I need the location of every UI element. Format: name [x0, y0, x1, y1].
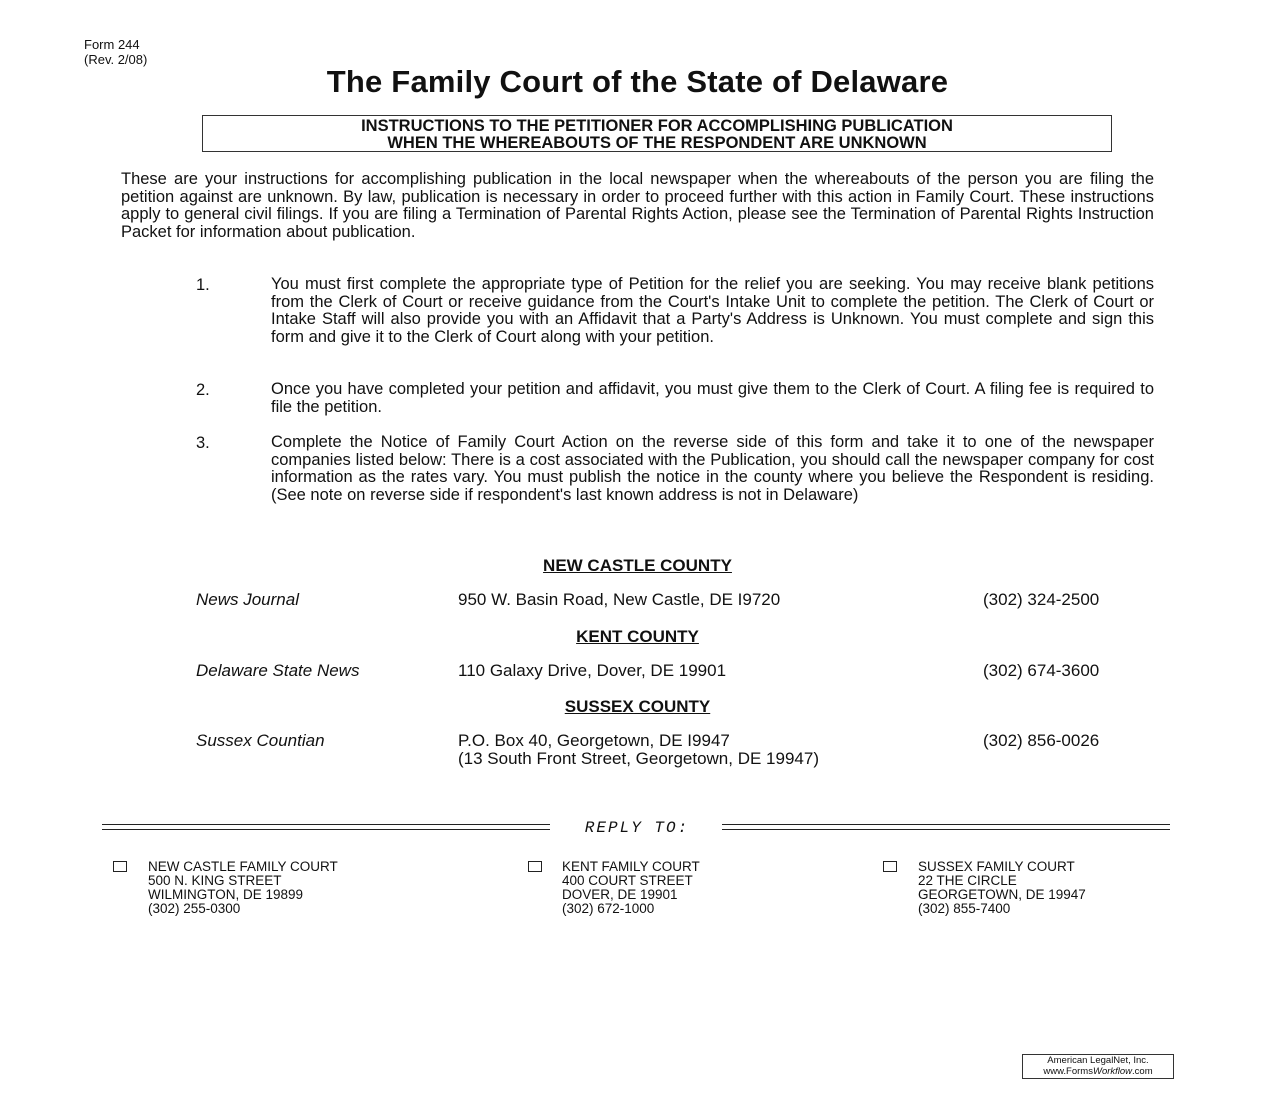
- intro-paragraph: These are your instructions for accomplishing publication in the local newspaper when the whereabouts of the person you are filing the petition against are unknown. By law, publication is necessary in order to proceed further with this action in Family Court. These instructions apply to general civil filings. If you are filing a Termination of Parental Rights Action, please see the Termination of Parental Rights Instruction Packet for information about publication.: [121, 170, 1154, 241]
- page-title: The Family Court of the State of Delaware: [326, 64, 949, 99]
- court-address-kent: [562, 860, 700, 916]
- county-heading-sussex: SUSSEX COUNTY: [564, 697, 711, 716]
- court-phone: (302) 672-1000: [562, 901, 655, 916]
- step-2-number: 2.: [196, 381, 210, 399]
- newspaper-address-line-1: P.O. Box 40, Georgetown, DE I9947: [458, 731, 730, 750]
- newspaper-address: 110 Galaxy Drive, Dover, DE 19901: [458, 661, 727, 680]
- reply-to-label: REPLY TO:: [584, 819, 690, 837]
- publisher-badge: [1022, 1054, 1174, 1079]
- publisher-name: American LegalNet, Inc.: [1047, 1055, 1149, 1066]
- newspaper-address: [458, 732, 819, 768]
- court-city: GEORGETOWN, DE 19947: [918, 887, 1086, 902]
- court-city: WILMINGTON, DE 19899: [148, 887, 304, 902]
- instructions-header-line-2: WHEN THE WHEREABOUTS OF THE RESPONDENT ARE UNKNOWN: [387, 134, 927, 152]
- court-street: 400 COURT STREET: [562, 873, 693, 888]
- court-phone: (302) 255-0300: [148, 901, 241, 916]
- step-3-text: Complete the Notice of Family Court Action on the reverse side of this form and take it to one of the newspaper companies listed below: There is a cost associated with the Publication, you should call the newspaper company for cost information as the rates vary. You must publish the notice in the county where you believe the Respondent is residing. (See note on reverse side if respondent's last known address is not in Delaware): [271, 433, 1154, 504]
- publisher-url-prefix: www.Forms: [1043, 1065, 1093, 1077]
- form-revision: (Rev. 2/08): [84, 52, 148, 67]
- court-address-new-castle: [148, 860, 338, 916]
- step-1-number: 1.: [196, 276, 210, 294]
- step-2-text: Once you have completed your petition and affidavit, you must give them to the Clerk of Court. A filing fee is required to file the petition.: [271, 380, 1154, 416]
- newspaper-name: Delaware State News: [196, 661, 360, 680]
- form-number: Form 244: [84, 37, 140, 52]
- newspaper-address-line-2: (13 South Front Street, Georgetown, DE 19947): [458, 749, 819, 768]
- county-heading-kent: KENT COUNTY: [576, 627, 699, 646]
- publisher-url-italic: Workflow: [1092, 1065, 1133, 1077]
- county-heading-new-castle: NEW CASTLE COUNTY: [543, 556, 732, 575]
- court-name: KENT FAMILY COURT: [562, 859, 700, 874]
- newspaper-phone: (302) 674-3600: [983, 661, 1100, 680]
- newspaper-name: Sussex Countian: [196, 731, 325, 750]
- court-phone: (302) 855-7400: [918, 901, 1011, 916]
- checkbox-kent-court[interactable]: [528, 861, 542, 872]
- divider-left: [102, 824, 550, 830]
- instructions-header-line-1: INSTRUCTIONS TO THE PETITIONER FOR ACCOMPLISHING PUBLICATION: [361, 117, 953, 135]
- court-street: 500 N. KING STREET: [148, 873, 282, 888]
- newspaper-phone: (302) 324-2500: [983, 590, 1100, 609]
- checkbox-new-castle-court[interactable]: [113, 861, 127, 872]
- step-1-text: You must first complete the appropriate type of Petition for the relief you are seeking. You may receive blank petitions from the Clerk of Court or receive guidance from the Court's Intake Unit to complete the petition. The Clerk of Court or Intake Staff will also provide you with an Affidavit that a Party's Address is Unknown. You must complete and sign this form and give it to the Clerk of Court along with your petition.: [271, 275, 1154, 346]
- court-city: DOVER, DE 19901: [562, 887, 678, 902]
- court-name: NEW CASTLE FAMILY COURT: [148, 859, 338, 874]
- publisher-url-suffix: .com: [1132, 1065, 1153, 1077]
- instructions-header-box: [202, 115, 1112, 152]
- court-street: 22 THE CIRCLE: [918, 873, 1017, 888]
- newspaper-phone: (302) 856-0026: [983, 731, 1100, 750]
- step-3-number: 3.: [196, 434, 210, 452]
- newspaper-name: News Journal: [196, 590, 299, 609]
- checkbox-sussex-court[interactable]: [883, 861, 897, 872]
- divider-right: [722, 824, 1170, 830]
- newspaper-address: 950 W. Basin Road, New Castle, DE I9720: [458, 590, 781, 609]
- publisher-url: [1023, 1067, 1173, 1078]
- court-name: SUSSEX FAMILY COURT: [918, 859, 1075, 874]
- court-address-sussex: [918, 860, 1086, 916]
